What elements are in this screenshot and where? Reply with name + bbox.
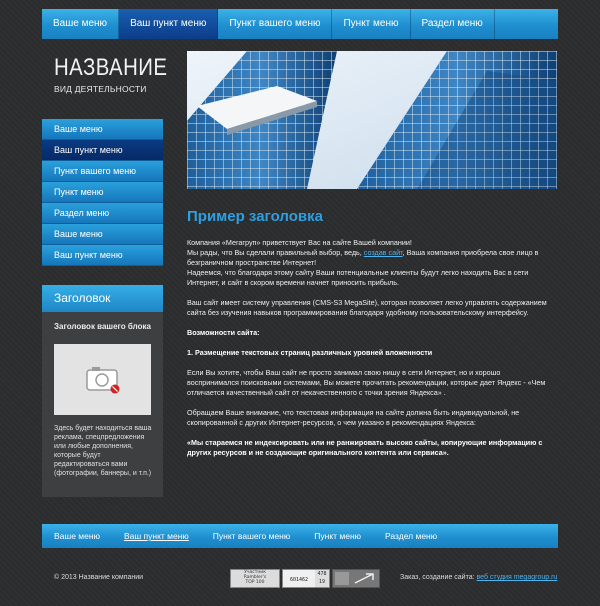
bottom-nav-item-1[interactable]: Ваш пункт меню xyxy=(123,531,189,541)
side-nav-item-1[interactable]: Ваш пункт меню xyxy=(42,140,163,161)
side-nav-item-6[interactable]: Ваш пункт меню xyxy=(42,245,163,266)
site-title[interactable]: НАЗВАНИЕ xyxy=(54,54,168,81)
top-nav-item-1[interactable]: Ваш пункт меню xyxy=(119,9,218,39)
arrow-icon xyxy=(333,570,379,587)
paragraph-notice: Обращаем Ваше внимание, что текстовая информация на сайте должна быть индивидуальной, не скопированной с других Интернет-ресурсов, о чем указано в рекомендациях Яндекса: xyxy=(187,408,520,427)
side-block-image-placeholder xyxy=(54,344,151,415)
counter-text: Участник xyxy=(244,570,266,575)
side-block-header: Заголовок xyxy=(42,285,163,312)
top-nav-item-3[interactable]: Пункт меню xyxy=(332,9,410,39)
side-block xyxy=(42,285,163,497)
bottom-nav-item-0[interactable]: Ваше меню xyxy=(54,531,100,541)
side-nav-item-5[interactable]: Ваше меню xyxy=(42,224,163,245)
top-nav-item-4[interactable]: Раздел меню xyxy=(411,9,495,39)
counter-text: Rambler's xyxy=(243,575,267,580)
bottom-nav-item-4[interactable]: Раздел меню xyxy=(385,531,438,541)
counter-text: 601462 xyxy=(289,577,309,583)
side-nav-item-0[interactable]: Ваше меню xyxy=(42,119,163,140)
page-heading: Пример заголовка xyxy=(187,208,323,225)
paragraph-feature-1 xyxy=(187,348,551,358)
text-line: , Ваша компания приобрела свое лицо в безграничном пространстве Интернет! xyxy=(187,248,539,267)
rambler-counter[interactable] xyxy=(230,569,280,588)
top-nav xyxy=(42,9,558,39)
bottom-nav-item-3[interactable]: Пункт меню xyxy=(314,531,362,541)
copyright: © 2013 Название компании xyxy=(54,574,144,581)
side-nav xyxy=(42,119,163,266)
text-line: Мы рады, что Вы сделали правильный выбор, ведь, xyxy=(187,248,364,257)
text-line: Компания «Мегагруп» приветствует Вас на сайте Вашей компании! xyxy=(187,238,412,247)
side-nav-item-4[interactable]: Раздел меню xyxy=(42,203,163,224)
paragraph-cms: Ваш сайт имеет систему управления (CMS-S3 MegaSite), которая позволяет легко управлять содержанием сайта без изучения навыков программирования благодаря удобному пользовательскому интерфейсу. xyxy=(187,298,547,317)
side-block-text: Здесь будет находиться ваша реклама, спецпредложения или любые дополнения, которые будут редактироваться вами (фотографии, баннеры, и т.п.) xyxy=(54,425,152,477)
side-block-subheader: Заголовок вашего блока xyxy=(54,322,151,331)
top-nav-item-0[interactable]: Ваше меню xyxy=(42,9,119,39)
bold-text: «Мы стараемся не индексировать или не ранжировать высоко сайты, копирующие информацию с других ресурсов и не создающие оригинального контента или сервиса». xyxy=(187,438,543,457)
counter-text: 19 xyxy=(318,579,326,585)
bold-text: Возможности сайта: xyxy=(187,328,260,337)
liveinternet-counter[interactable] xyxy=(282,569,330,588)
hero-image xyxy=(187,51,557,189)
bottom-nav xyxy=(42,524,558,548)
counter-text: 478 xyxy=(317,571,327,577)
main-content xyxy=(187,238,551,468)
bottom-nav-item-2[interactable]: Пункт вашего меню xyxy=(212,531,291,541)
counter-badge[interactable] xyxy=(332,569,380,588)
side-nav-item-2[interactable]: Пункт вашего меню xyxy=(42,161,163,182)
camera-icon xyxy=(54,344,151,415)
studio-link[interactable]: веб студия megagroup.ru xyxy=(476,574,558,581)
top-nav-item-2[interactable]: Пункт вашего меню xyxy=(218,9,332,39)
text-line: Надеемся, что благодаря этому сайту Ваши потенциальные клиенты будут легко находить Вас в сети Интернет, и сайт в скором времени начнет приносить прибыль. xyxy=(187,268,529,287)
side-nav-item-3[interactable]: Пункт меню xyxy=(42,182,163,203)
paragraph-welcome xyxy=(187,238,551,288)
paragraph-seo: Если Вы хотите, чтобы Ваш сайт не просто занимал свою нишу в сети Интернет, но и хорошо воспринимался поисковыми системами, Вы можете прочитать рекомендации, которые дает Яндекс - «Чем отличается качественный сайт от некачественного с точки зрения Яндекса» . xyxy=(187,368,546,397)
credits-label: Заказ, создание сайта: xyxy=(400,574,477,581)
counter-text: TOP 100 xyxy=(245,580,265,585)
paragraph-quote xyxy=(187,438,551,458)
paragraph-features-title xyxy=(187,328,551,338)
create-site-link[interactable]: создав сайт xyxy=(363,248,403,257)
credits xyxy=(400,574,557,581)
bold-text: 1. Размещение текстовых страниц различных уровней вложенности xyxy=(187,348,433,357)
site-subtitle: ВИД ДЕЯТЕЛЬНОСТИ xyxy=(54,84,147,94)
